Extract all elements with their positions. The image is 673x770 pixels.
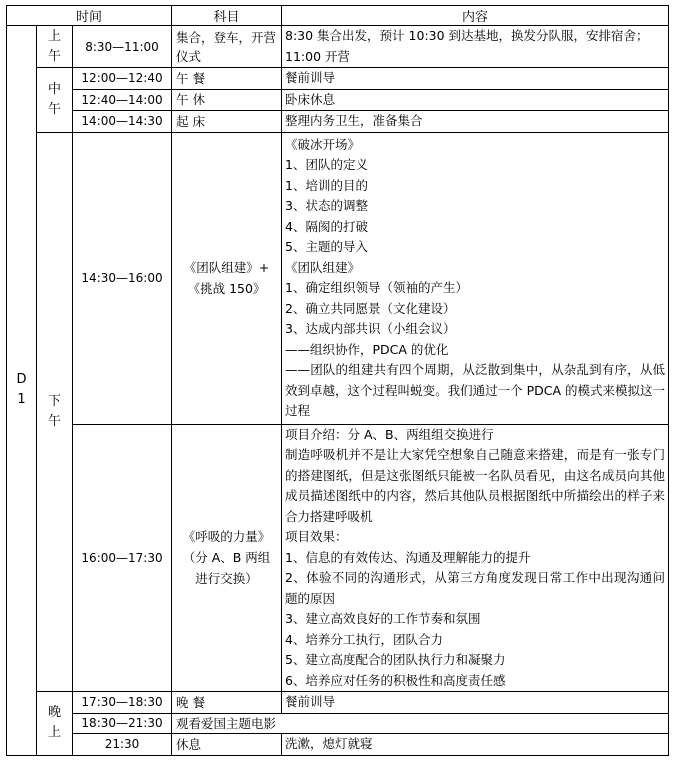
header-content: 内容: [282, 6, 669, 26]
header-subject: 科目: [172, 6, 282, 26]
subject-cell: 起 床: [172, 111, 282, 133]
table-row: [7, 424, 669, 692]
table-row: [7, 132, 669, 424]
subject-cell: 集合，登车，开营仪式: [172, 26, 282, 68]
table-row: [7, 733, 669, 755]
content-cell: 8:30 集合出发，预计 10:30 到达基地，换发分队服，安排宿舍； 11:00 开营: [282, 26, 669, 68]
content-cell: 餐前训导: [282, 68, 669, 90]
period-morning: 上 午: [37, 26, 73, 68]
table-row: [7, 111, 669, 133]
time-cell: 21:30: [73, 733, 172, 755]
header-row: [7, 6, 669, 26]
header-time: 时间: [7, 6, 172, 26]
subject-cell: 午 休: [172, 89, 282, 111]
subject-cell: 晚 餐: [172, 692, 282, 714]
period-noon: 中 午: [37, 68, 73, 133]
time-cell: 17:30—18:30: [73, 692, 172, 714]
time-cell: 8:30—11:00: [73, 26, 172, 68]
period-afternoon: 下 午: [37, 132, 73, 692]
time-cell: 18:30—21:30: [73, 713, 172, 733]
schedule-table: [6, 5, 669, 756]
content-cell: 整理内务卫生，准备集合: [282, 111, 669, 133]
table-row: [7, 68, 669, 90]
subject-cell: 休息: [172, 733, 282, 755]
time-cell: 16:00—17:30: [73, 424, 172, 692]
table-row: [7, 89, 669, 111]
content-cell: 洗漱，熄灯就寝: [282, 733, 669, 755]
table-row: [7, 26, 669, 68]
content-cell: 项目介绍：分 A、B、两组组交换进行 制造呼吸机并不是让大家凭空想象自己随意来搭建，而是有一张专门的搭建图纸，但是这张图纸只能被一名队员看见，由这名成员向其他成员描述图纸中的内容，然后其他队员根据图纸中所描绘出的样子来合力搭建呼吸机 项目效果： 1、信息的有效传达、沟通及理解能力的提升 2、体验不同的沟通形式，从第三方角度发现日常工作中出现沟通问题的原因 3、建立高效良好的工作节奏和氛围 4、培养分工执行，团队合力 5、建立高度配合的团队执行力和凝聚力 6、培养应对任务的积极性和高度责任感: [282, 424, 669, 692]
content-cell: 卧床休息: [282, 89, 669, 111]
content-cell: 《破冰开场》 1、团队的定义 1、培训的目的 3、状态的调整 4、隔阂的打破 5、主题的导入 《团队组建》 1、确定组织领导（领袖的产生） 2、确立共同愿景（文化建设） 3、达成内部共识（小组会议） ——组织协作，PDCA 的优化 ——团队的组建共有四个周期，从泛散到集中，从杂乱到有序，从低效到卓越，这个过程叫蜕变。我们通过一个 PDCA 的模式来模拟这一过程: [282, 132, 669, 424]
subject-cell: 《团队组建》+ 《挑战 150》: [172, 132, 282, 424]
table-row: [7, 692, 669, 714]
period-evening: 晚 上: [37, 692, 73, 756]
time-cell: 12:40—14:00: [73, 89, 172, 111]
subject-cell: 午 餐: [172, 68, 282, 90]
subject-cell: 《呼吸的力量》 （分 A、B 两组 进行交换）: [172, 424, 282, 692]
table-row: [7, 713, 669, 733]
time-cell: 14:00—14:30: [73, 111, 172, 133]
content-cell: 餐前训导: [282, 692, 669, 714]
day-cell: D 1: [7, 26, 37, 756]
time-cell: 14:30—16:00: [73, 132, 172, 424]
subject-cell: 观看爱国主题电影: [172, 713, 669, 733]
time-cell: 12:00—12:40: [73, 68, 172, 90]
